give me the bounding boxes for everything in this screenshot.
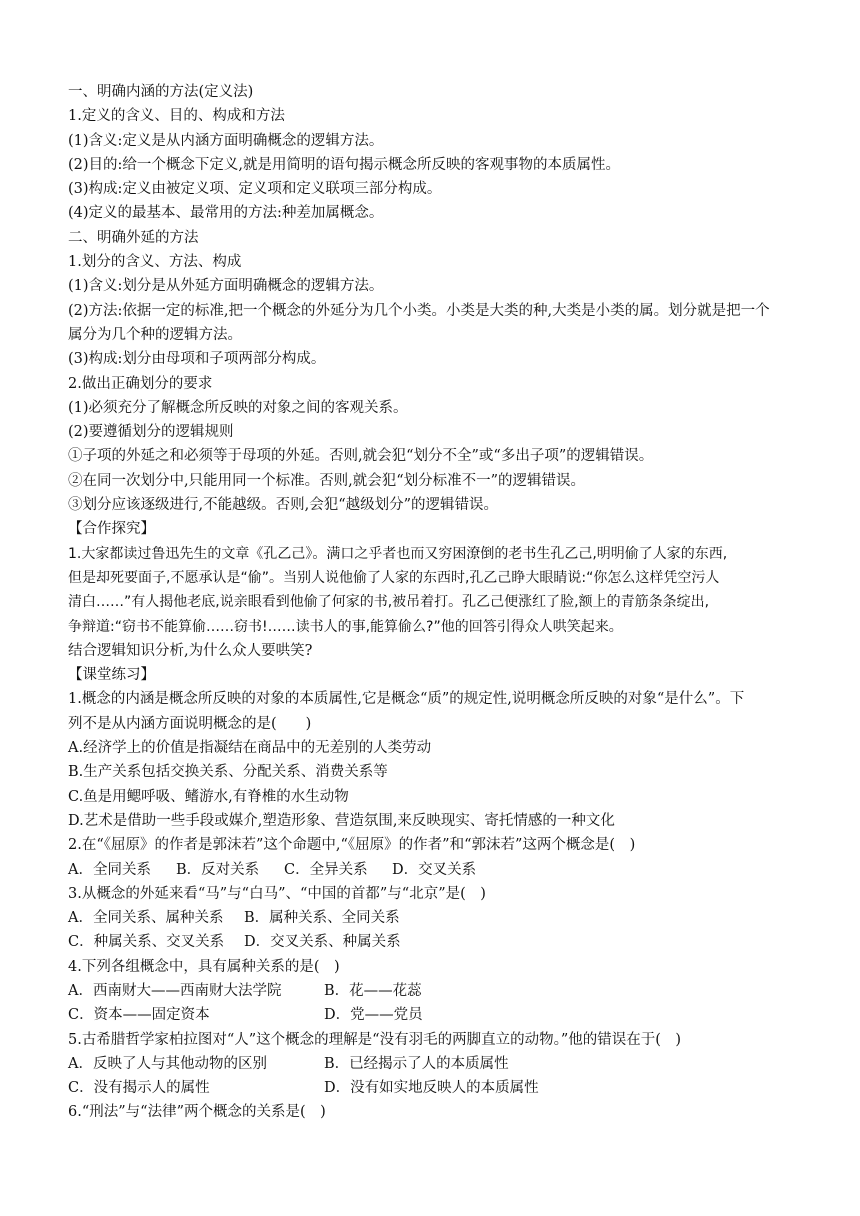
story-line: 1.大家都读过鲁迅先生的文章《孔乙己》。满口之乎者也而又穷困潦倒的老书生孔乙己,明明偷了人家的东西, bbox=[68, 545, 728, 562]
text-line: 属分为几个种的逻辑方法。 bbox=[68, 326, 242, 343]
question-4-options-row bbox=[68, 1003, 796, 1027]
question-5-stem: 5.古希腊哲学家柏拉图对“人”这个概念的理解是“没有羽毛的两脚直立的动物。”他的错误在于( ) bbox=[68, 1031, 682, 1048]
inquiry-question: 结合逻辑知识分析,为什么众人要哄笑? bbox=[68, 642, 313, 659]
rule-item: ②在同一次划分中,只能用同一个标准。否则,就会犯“划分标准不一”的逻辑错误。 bbox=[68, 472, 586, 489]
text-line: (1)含义:划分是从外延方面明确概念的逻辑方法。 bbox=[68, 278, 384, 295]
question-5-option-d: D．没有如实地反映人的本质属性 bbox=[324, 1080, 539, 1097]
question-4-option-a: A．西南财大——西南财大法学院 bbox=[68, 982, 282, 999]
text-line: (1)含义:定义是从内涵方面明确概念的逻辑方法。 bbox=[68, 132, 384, 149]
rule-item: ①子项的外延之和必须等于母项的外延。否则,就会犯“划分不全”或“多出子项”的逻辑错误。 bbox=[68, 448, 654, 465]
question-5-option-a: A．反映了人与其他动物的区别 bbox=[68, 1055, 267, 1072]
question-4-option-d: D．党——党员 bbox=[324, 1007, 423, 1024]
question-5-option-c: C．没有揭示人的属性 bbox=[68, 1080, 210, 1097]
question-1-stem: 1.概念的内涵是概念所反映的对象的本质属性,它是概念“质”的规定性,说明概念所反映的对象“是什么”。下 bbox=[68, 691, 745, 708]
rule-item: ③划分应该逐级进行,不能越级。否则,会犯“越级划分”的逻辑错误。 bbox=[68, 497, 499, 514]
document-body bbox=[68, 80, 796, 1125]
subheading-definition: 1.定义的含义、目的、构成和方法 bbox=[68, 108, 285, 125]
text-line: (3)构成:定义由被定义项、定义项和定义联项三部分构成。 bbox=[68, 181, 442, 198]
question-1-stem-cont: 列不是从内涵方面说明概念的是( ) bbox=[68, 715, 312, 732]
question-6-stem: 6.“刑法”与“法律”两个概念的关系是( ) bbox=[68, 1104, 326, 1121]
question-4-options-row bbox=[68, 979, 796, 1003]
question-3-option-d: D．交叉关系、种属关系 bbox=[244, 934, 401, 951]
question-3-option-b: B．属种关系、全同关系 bbox=[244, 910, 400, 927]
subheading-requirements: 2.做出正确划分的要求 bbox=[68, 375, 213, 392]
question-2-option-c: C．全异关系 bbox=[284, 861, 368, 878]
question-4-option-c: C．资本——固定资本 bbox=[68, 1007, 210, 1024]
question-5-option-b: B．已经揭示了人的本质属性 bbox=[324, 1055, 509, 1072]
question-2-option-d: D．交叉关系 bbox=[392, 861, 477, 878]
question-2-option-b: B．反对关系 bbox=[176, 861, 260, 878]
story-line: 清白……”有人揭他老底,说亲眼看到他偷了何家的书,被吊着打。孔乙己便涨红了脸,额上的青筋条条绽出, bbox=[68, 594, 710, 611]
section-heading-definition: 一、明确内涵的方法(定义法) bbox=[68, 84, 254, 100]
question-3-stem: 3.从概念的外延来看“马”与“白马”、“中国的首都”与“北京”是( ) bbox=[68, 885, 486, 902]
text-line: (2)目的:给一个概念下定义,就是用简明的语句揭示概念所反映的客观事物的本质属性。 bbox=[68, 156, 621, 173]
section-heading-extension: 二、明确外延的方法 bbox=[68, 229, 199, 246]
text-line: (1)必须充分了解概念所反映的对象之间的客观关系。 bbox=[68, 399, 408, 416]
question-5-options-row bbox=[68, 1052, 796, 1076]
story-line: 但是却死要面子,不愿承认是“偷”。当别人说他偷了人家的东西时,孔乙己睁大眼睛说:“你怎么这样凭空污人 bbox=[68, 569, 720, 586]
question-1-option-a: A.经济学上的价值是指凝结在商品中的无差别的人类劳动 bbox=[68, 740, 432, 757]
question-3-options-row bbox=[68, 906, 796, 930]
question-1-option-c: C.鱼是用鳃呼吸、鳍游水,有脊椎的水生动物 bbox=[68, 788, 349, 805]
question-2-options bbox=[68, 858, 796, 882]
question-4-option-b: B．花——花蕊 bbox=[324, 982, 422, 999]
question-1-option-d: D.艺术是借助一些手段或媒介,塑造形象、营造氛围,来反映现实、寄托情感的一种文化 bbox=[68, 812, 615, 829]
question-3-option-a: A．全同关系、属种关系 bbox=[68, 910, 224, 927]
question-4-stem: 4.下列各组概念中，具有属种关系的是( ) bbox=[68, 958, 340, 975]
subheading-division: 1.划分的含义、方法、构成 bbox=[68, 254, 242, 271]
story-line: 争辩道:“窃书不能算偷……窃书!……读书人的事,能算偷么?”他的回答引得众人哄笑起来。 bbox=[68, 618, 623, 635]
question-2-stem: 2.在“《屈原》的作者是郭沫若”这个命题中,“《屈原》的作者”和“郭沫若”这两个概念是( ) bbox=[68, 837, 636, 854]
section-heading-cooperative-inquiry: 【合作探究】 bbox=[68, 521, 155, 538]
question-2-option-a: A．全同关系 bbox=[68, 861, 151, 878]
section-heading-classroom-practice: 【课堂练习】 bbox=[68, 667, 155, 684]
text-line: (3)构成:划分由母项和子项两部分构成。 bbox=[68, 351, 326, 368]
question-1-option-b: B.生产关系包括交换关系、分配关系、消费关系等 bbox=[68, 764, 388, 781]
text-line: (4)定义的最基本、最常用的方法:种差加属概念。 bbox=[68, 205, 384, 222]
question-3-options-row bbox=[68, 930, 796, 954]
question-3-option-c: C．种属关系、交叉关系 bbox=[68, 934, 225, 951]
text-line: (2)要遵循划分的逻辑规则 bbox=[68, 424, 234, 441]
text-line: (2)方法:依据一定的标准,把一个概念的外延分为几个小类。小类是大类的种,大类是小类的属。划分就是把一个 bbox=[68, 302, 770, 319]
question-5-options-row bbox=[68, 1076, 796, 1100]
